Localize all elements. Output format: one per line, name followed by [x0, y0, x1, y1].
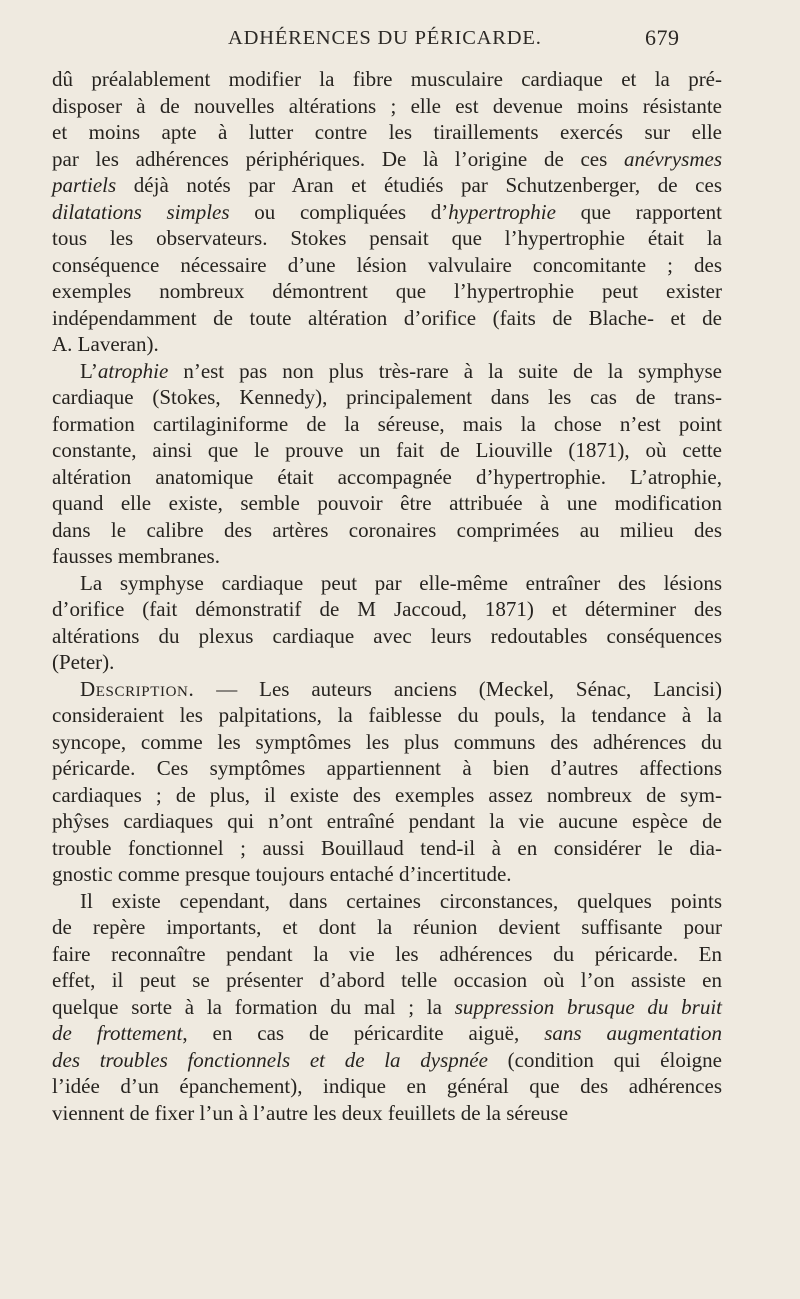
text-line — [52, 146, 722, 173]
text-line — [52, 464, 722, 491]
text-segment: constante, ainsi que le prouve un fait de Liouville (1871), où cette — [52, 438, 722, 462]
text-line — [52, 941, 722, 968]
text-line — [52, 543, 722, 570]
text-segment: n’est pas non plus très-rare à la suite de la symphyse — [168, 358, 722, 383]
running-title: ADHÉRENCES DU PÉRICARDE. — [228, 27, 542, 49]
text-segment: et moins apte à lutter contre les tiraillements exercés sur elle — [52, 120, 722, 144]
text-segment: phŷses cardiaques qui n’ont entraîné pendant la vie aucune espèce de — [52, 809, 722, 833]
text-segment: conséquence nécessaire d’une lésion valvulaire concomitante ; des — [52, 252, 722, 277]
text-segment: A. Laveran). — [52, 332, 159, 356]
italic-text: anévrysmes — [624, 146, 722, 171]
text-segment: , en cas de péricardite aiguë, — [182, 1021, 545, 1045]
text-line — [52, 305, 722, 332]
italic-text: des troubles fonctionnels et de la dyspnée — [52, 1047, 488, 1072]
text-segment: tous les observateurs. Stokes pensait que l’hypertrophie était la — [52, 226, 722, 250]
text-segment: La symphyse cardiaque peut par elle-même entraîner des lésions — [80, 570, 722, 595]
text-segment: que rapportent — [555, 199, 722, 224]
text-segment: d’orifice (fait démonstratif de M Jaccoud, 1871) et déterminer des — [52, 597, 722, 621]
text-segment: (condition qui éloigne — [487, 1047, 722, 1072]
text-line — [52, 119, 722, 146]
text-segment: effet, il peut se présenter d’abord telle occasion où l’on assiste en — [52, 968, 722, 992]
text-line — [52, 437, 722, 464]
text-segment: altérations du plexus cardiaque avec leurs redoutables conséquences — [52, 623, 722, 648]
text-segment: fausses membranes. — [52, 544, 220, 568]
text-line — [52, 755, 722, 782]
text-line — [52, 66, 722, 93]
text-line — [52, 676, 722, 703]
text-segment: gnostic comme presque toujours entaché d’incertitude. — [52, 862, 512, 886]
text-line — [52, 623, 722, 650]
text-segment: par les adhérences périphériques. De là l’origine de ces — [52, 146, 625, 171]
text-line — [52, 570, 722, 597]
italic-text: dilatations simples — [52, 199, 230, 224]
italic-text: de frottement — [52, 1021, 183, 1045]
text-line — [52, 172, 722, 199]
text-segment: cardiaques ; de plus, il existe des exemples assez nombreux de sym- — [52, 782, 722, 807]
italic-text: atrophie — [97, 358, 169, 383]
text-line — [52, 1020, 722, 1047]
text-segment: cardiaque (Stokes, Kennedy), principalement dans les cas de trans- — [52, 385, 722, 409]
italic-text: hypertrophie — [448, 199, 556, 224]
text-line — [52, 199, 722, 226]
text-line — [52, 861, 722, 888]
text-line — [52, 782, 722, 809]
text-segment: altération anatomique était accompagnée d’hypertrophie. L’atrophie, — [52, 464, 722, 489]
text-line — [52, 1100, 722, 1127]
text-segment: disposer à de nouvelles altérations ; elle est devenue moins résistante — [52, 93, 722, 118]
text-line — [52, 835, 722, 862]
text-line — [52, 702, 722, 729]
text-line — [52, 1047, 722, 1074]
text-segment: (Peter). — [52, 650, 115, 674]
page-number: 679 — [645, 25, 680, 50]
text-segment: trouble fonctionnel ; aussi Bouillaud tend-il à en considérer le dia- — [52, 835, 722, 860]
text-segment: déjà notés par Aran et étudiés par Schutzenberger, de ces — [116, 173, 722, 197]
text-segment: quelque sorte à la formation du mal ; la — [52, 994, 455, 1019]
text-segment: indépendamment de toute altération d’orifice (faits de Blache- et de — [52, 305, 722, 330]
text-segment: exemples nombreux démontrent que l’hypertrophie peut exister — [52, 279, 722, 303]
text-segment: péricarde. Ces symptômes appartiennent à bien d’autres affections — [52, 756, 722, 780]
text-line — [52, 252, 722, 279]
text-line — [52, 596, 722, 623]
text-line — [52, 649, 722, 676]
text-segment: viennent de fixer l’un à l’autre les deux feuillets de la séreuse — [52, 1100, 569, 1125]
body-text — [52, 66, 722, 1126]
text-segment: dû préalablement modifier la fibre musculaire cardiaque et la pré- — [52, 67, 722, 91]
text-line — [52, 517, 722, 544]
italic-text: suppression brusque du bruit — [454, 994, 722, 1019]
text-line — [52, 358, 722, 385]
text-segment: quand elle existe, semble pouvoir être attribuée à une modification — [52, 491, 722, 515]
text-line — [52, 331, 722, 358]
text-line — [52, 729, 722, 756]
text-line — [52, 914, 722, 941]
italic-text: partiels — [52, 173, 117, 197]
text-line — [52, 278, 722, 305]
text-line — [52, 967, 722, 994]
text-segment: Il existe cependant, dans certaines circonstances, quelques points — [80, 888, 722, 913]
text-segment: de repère importants, et dont la réunion devient suffisante pour — [52, 915, 722, 939]
text-segment: syncope, comme les symptômes les plus communs des adhérences du — [52, 729, 722, 754]
text-line — [52, 1073, 722, 1100]
text-line — [52, 384, 722, 411]
section-heading: Description. — [80, 676, 195, 701]
text-segment: formation cartilaginiforme de la séreuse, mais la chose n’est point — [52, 411, 722, 436]
text-line — [52, 490, 722, 517]
text-segment: ou compliquées d’ — [229, 199, 449, 224]
italic-text: sans augmentation — [544, 1021, 722, 1045]
text-line — [52, 888, 722, 915]
text-line — [52, 411, 722, 438]
text-segment: L’ — [80, 358, 98, 383]
text-segment: — Les auteurs anciens (Meckel, Sénac, Lancisi) — [194, 676, 722, 701]
text-segment: consideraient les palpitations, la faiblesse du pouls, la tendance à la — [52, 703, 722, 727]
text-line — [52, 808, 722, 835]
text-segment: l’idée d’un épanchement), indique en général que des adhérences — [52, 1074, 722, 1098]
text-line — [52, 93, 722, 120]
text-segment: dans le calibre des artères coronaires comprimées au milieu des — [52, 517, 722, 542]
text-line — [52, 994, 722, 1021]
text-segment: faire reconnaître pendant la vie les adhérences du péricarde. En — [52, 941, 722, 966]
text-line — [52, 225, 722, 252]
